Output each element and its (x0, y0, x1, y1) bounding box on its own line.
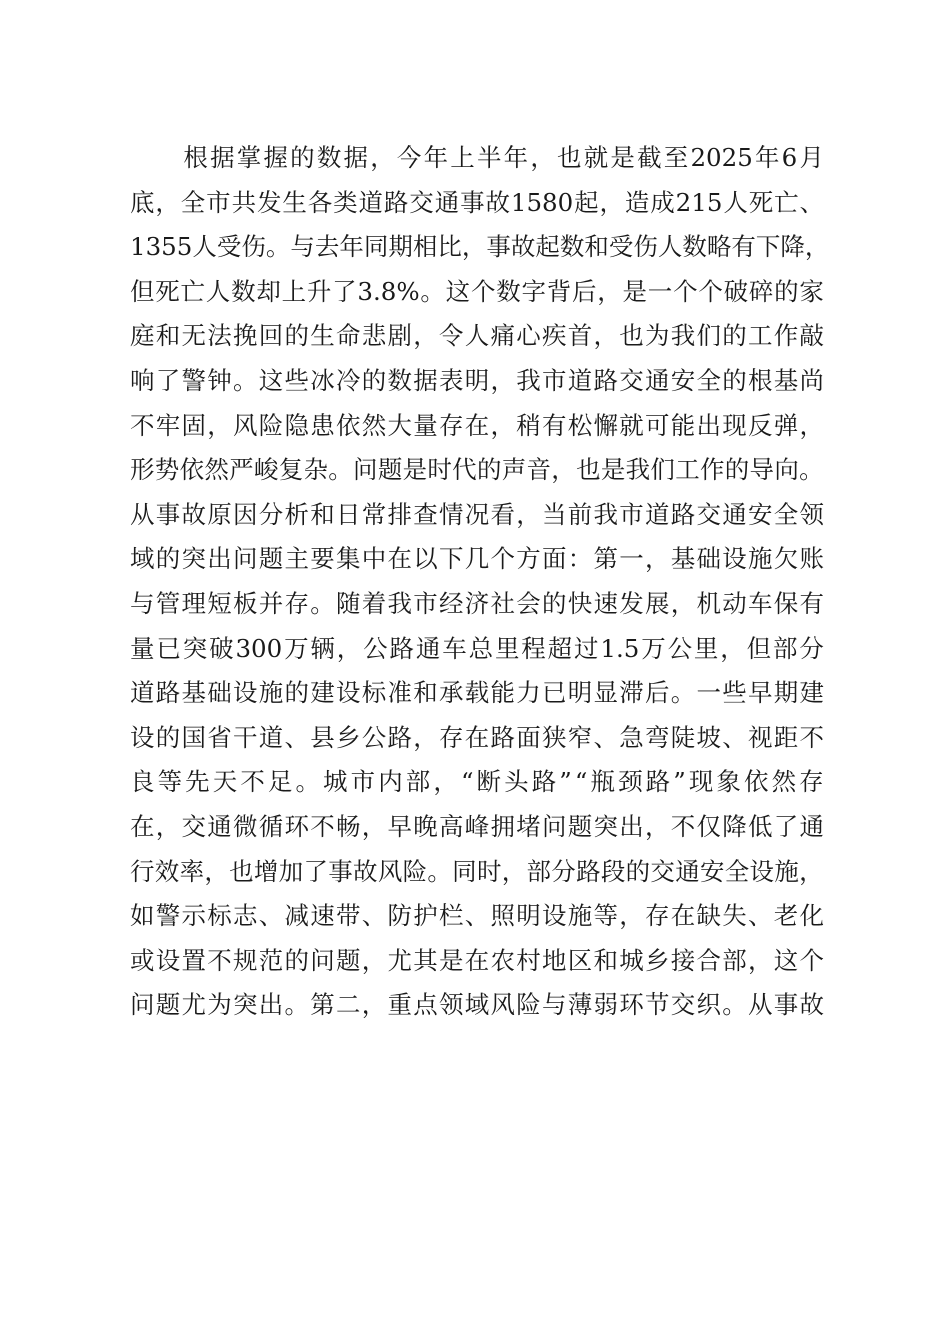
text-line: 如 警 示 标 志 、 减 速 带 、 防 护 栏 、 照 明 设 施 等 ， 存 在 缺 失 、 老 化 (130, 901, 824, 931)
text-line: 形 势 依 然 严 峻 复 杂 。 问 题 是 时 代 的 声 音 ， 也 是 我 们 工 作 的 导 向 。 (130, 455, 824, 485)
text-line: 道 路 基 础 设 施 的 建 设 标 准 和 承 载 能 力 已 明 显 滞 后 。 一 些 早 期 建 (130, 678, 824, 708)
text-line: 1355 人 受 伤 。 与 去 年 同 期 相 比 ， 事 故 起 数 和 受 伤 人 数 略 有 下 降 ， (130, 232, 830, 262)
text-line: 设 的 国 省 干 道 、 县 乡 公 路 ， 存 在 路 面 狭 窄 、 急 弯 陡 坡 、 视 距 不 (130, 722, 824, 752)
text-line: 庭 和 无 法 挽 回 的 生 命 悲 剧 ， 令 人 痛 心 疾 首 ， 也 为 我 们 的 工 作 敲 (130, 321, 824, 351)
text-line: 根 据 掌 握 的 数 据 ， 今 年 上 半 年 ， 也 就 是 截 至 2025 年 6 月 (183, 143, 824, 172)
text-line: 从 事 故 原 因 分 析 和 日 常 排 查 情 况 看 ， 当 前 我 市 道 路 交 通 安 全 领 (130, 499, 824, 529)
body-paragraph (130, 143, 830, 1035)
text-line: 与 管 理 短 板 并 存 。 随 着 我 市 经 济 社 会 的 快 速 发 展 ， 机 动 车 保 有 (130, 588, 824, 618)
text-line: 不 牢 固 ， 风 险 隐 患 依 然 大 量 存 在 ， 稍 有 松 懈 就 可 能 出 现 反 弹 ， (130, 410, 824, 440)
text-line: 量 已 突 破 300 万 辆 ， 公 路 通 车 总 里 程 超 过 1.5 万 公 里 ， 但 部 分 (130, 633, 824, 663)
text-line: 域 的 突 出 问 题 主 要 集 中 在 以 下 几 个 方 面 ： 第 一 ， 基 础 设 施 欠 账 (130, 544, 824, 574)
text-line: 行 效 率 ， 也 增 加 了 事 故 风 险 。 同 时 ， 部 分 路 段 的 交 通 安 全 设 施 ， (130, 856, 824, 886)
text-line: 底 ， 全 市 共 发 生 各 类 道 路 交 通 事 故 1580 起 ， 造 成 215 人 死 亡 、 (130, 187, 824, 217)
text-line: 或 设 置 不 规 范 的 问 题 ， 尤 其 是 在 农 村 地 区 和 城 乡 接 合 部 ， 这 个 (130, 945, 824, 975)
text-line: 但 死 亡 人 数 却 上 升 了 3.8% 。 这 个 数 字 背 后 ， 是 一 个 个 破 碎 的 家 (130, 276, 824, 306)
text-line: 问 题 尤 为 突 出 。 第 二 ， 重 点 领 域 风 险 与 薄 弱 环 节 交 织 。 从 事 故 (130, 990, 824, 1020)
text-line: 响 了 警 钟 。 这 些 冰 冷 的 数 据 表 明 ， 我 市 道 路 交 通 安 全 的 根 基 尚 (130, 365, 824, 395)
text-line: 在 ， 交 通 微 循 环 不 畅 ， 早 晚 高 峰 拥 堵 问 题 突 出 ， 不 仅 降 低 了 通 (130, 811, 824, 841)
text-line: 良 等 先 天 不 足 。 城 市 内 部 ， “ 断 头 路 ” “ 瓶 颈 路 ” 现 象 依 然 存 (130, 767, 824, 797)
